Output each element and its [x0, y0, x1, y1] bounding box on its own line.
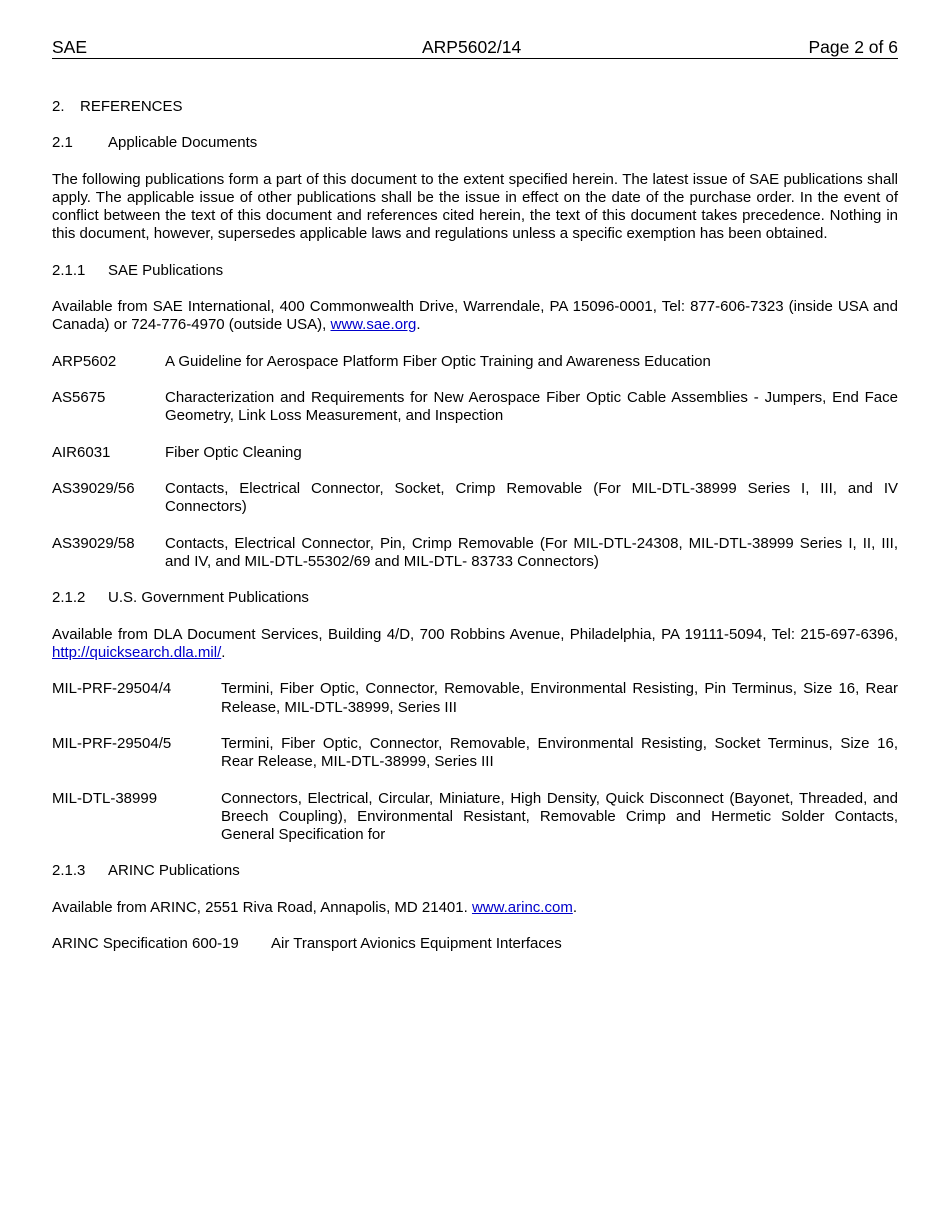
reference-description: Contacts, Electrical Connector, Socket, Crimp Removable (For MIL-DTL-38999 Series I, III, and IV Connectors) [165, 480, 898, 516]
sae-availability-paragraph [52, 298, 898, 334]
subsection-title: Applicable Documents [108, 134, 258, 152]
reference-code: MIL-PRF-29504/5 [52, 734, 172, 752]
section-number: 2. [52, 98, 65, 115]
arinc-availability-paragraph [52, 899, 898, 917]
header-page-number: Page 2 of 6 [808, 37, 898, 57]
subsection-number: 2.1.1 [52, 261, 86, 279]
subsection-heading-sae-publications [52, 262, 898, 280]
reference-description: Fiber Optic Cleaning [165, 443, 302, 461]
reference-description: Air Transport Avionics Equipment Interfaces [271, 935, 562, 953]
reference-entry [52, 790, 898, 845]
reference-code: AS5675 [52, 389, 106, 407]
reference-description: Characterization and Requirements for New Aerospace Fiber Optic Cable Assemblies - Jumpers, End Face Geometry, Link Loss Measurement, and Inspection [165, 389, 898, 425]
subsection-heading-government-publications [52, 589, 898, 607]
applicable-documents-paragraph: The following publications form a part of this document to the extent specified herein. The latest issue of SAE publications shall apply. The applicable issue of other publications shall be the issue in effect on the date of the purchase order. In the event of conflict between the text of this document and references cited herein, the text of this document takes precedence. Nothing in this document, however, supersedes applicable laws and regulations unless a specific exemption has been obtained. [52, 170, 898, 243]
reference-code: AS39029/58 [52, 534, 135, 552]
reference-entry [52, 735, 898, 771]
reference-entry [52, 353, 898, 371]
subsection-title: SAE Publications [108, 261, 224, 279]
page-header [52, 37, 898, 59]
reference-entry [52, 935, 898, 953]
reference-description: Connectors, Electrical, Circular, Miniature, High Density, Quick Disconnect (Bayonet, Threaded, and Breech Coupling), Environmental Resistant, Removable Crimp and Hermetic Solder Contacts, General Specification for [221, 789, 898, 843]
reference-description: A Guideline for Aerospace Platform Fiber Optic Training and Awareness Education [165, 352, 711, 370]
subsection-title: U.S. Government Publications [108, 589, 309, 607]
period: . [572, 898, 577, 916]
gov-availability-text: Available from DLA Document Services, Building 4/D, 700 Robbins Avenue, Philadelphia, PA 19111-5094, Tel: 215-697-6396, [52, 625, 898, 643]
period: . [221, 643, 226, 661]
reference-entry [52, 389, 898, 425]
subsection-number: 2.1.3 [52, 862, 86, 880]
subsection-number: 2.1.2 [52, 589, 86, 607]
section-title: REFERENCES [80, 98, 183, 115]
subsection-heading-arinc-publications [52, 862, 898, 880]
period: . [416, 316, 421, 334]
subsection-heading-applicable-documents [52, 134, 898, 152]
arinc-availability-text: Available from ARINC, 2551 Riva Road, Annapolis, MD 21401. [52, 898, 472, 916]
reference-entry [52, 480, 898, 516]
reference-code: MIL-PRF-29504/4 [52, 680, 172, 698]
document-body [52, 98, 898, 971]
reference-entry [52, 444, 898, 462]
sae-availability-text: Available from SAE International, 400 Commonwealth Drive, Warrendale, PA 15096-0001, Tel: 877-606-7323 (inside USA and Canada) or 724-776-4970 (outside USA), [52, 298, 898, 334]
reference-code: MIL-DTL-38999 [52, 789, 158, 807]
reference-code: AS39029/56 [52, 480, 135, 498]
subsection-number: 2.1 [52, 134, 73, 152]
reference-description: Termini, Fiber Optic, Connector, Removable, Environmental Resisting, Pin Terminus, Size 16, Rear Release, MIL-DTL-38999, Series III [221, 680, 898, 716]
header-document-number: ARP5602/14 [422, 37, 522, 57]
section-heading-references [52, 98, 898, 116]
dla-website-link[interactable]: http://quicksearch.dla.mil/ [52, 643, 222, 661]
arinc-website-link[interactable]: www.arinc.com [471, 898, 573, 916]
subsection-title: ARINC Publications [108, 862, 240, 880]
reference-code: ARP5602 [52, 352, 117, 370]
reference-entry [52, 535, 898, 571]
sae-website-link[interactable]: www.sae.org [330, 316, 417, 334]
reference-code: ARINC Specification 600-19 [52, 935, 239, 953]
header-organization: SAE [52, 37, 88, 57]
reference-description: Contacts, Electrical Connector, Pin, Crimp Removable (For MIL-DTL-24308, MIL-DTL-38999 Series I, II, III, and IV, and MIL-DTL-55302/69 and MIL-DTL- 83733 Connectors) [165, 534, 898, 570]
reference-description: Termini, Fiber Optic, Connector, Removable, Environmental Resisting, Socket Terminus, Size 16, Rear Release, MIL-DTL-38999, Series III [221, 734, 898, 771]
reference-entry [52, 680, 898, 716]
gov-availability-paragraph [52, 626, 898, 662]
reference-code: AIR6031 [52, 443, 111, 461]
